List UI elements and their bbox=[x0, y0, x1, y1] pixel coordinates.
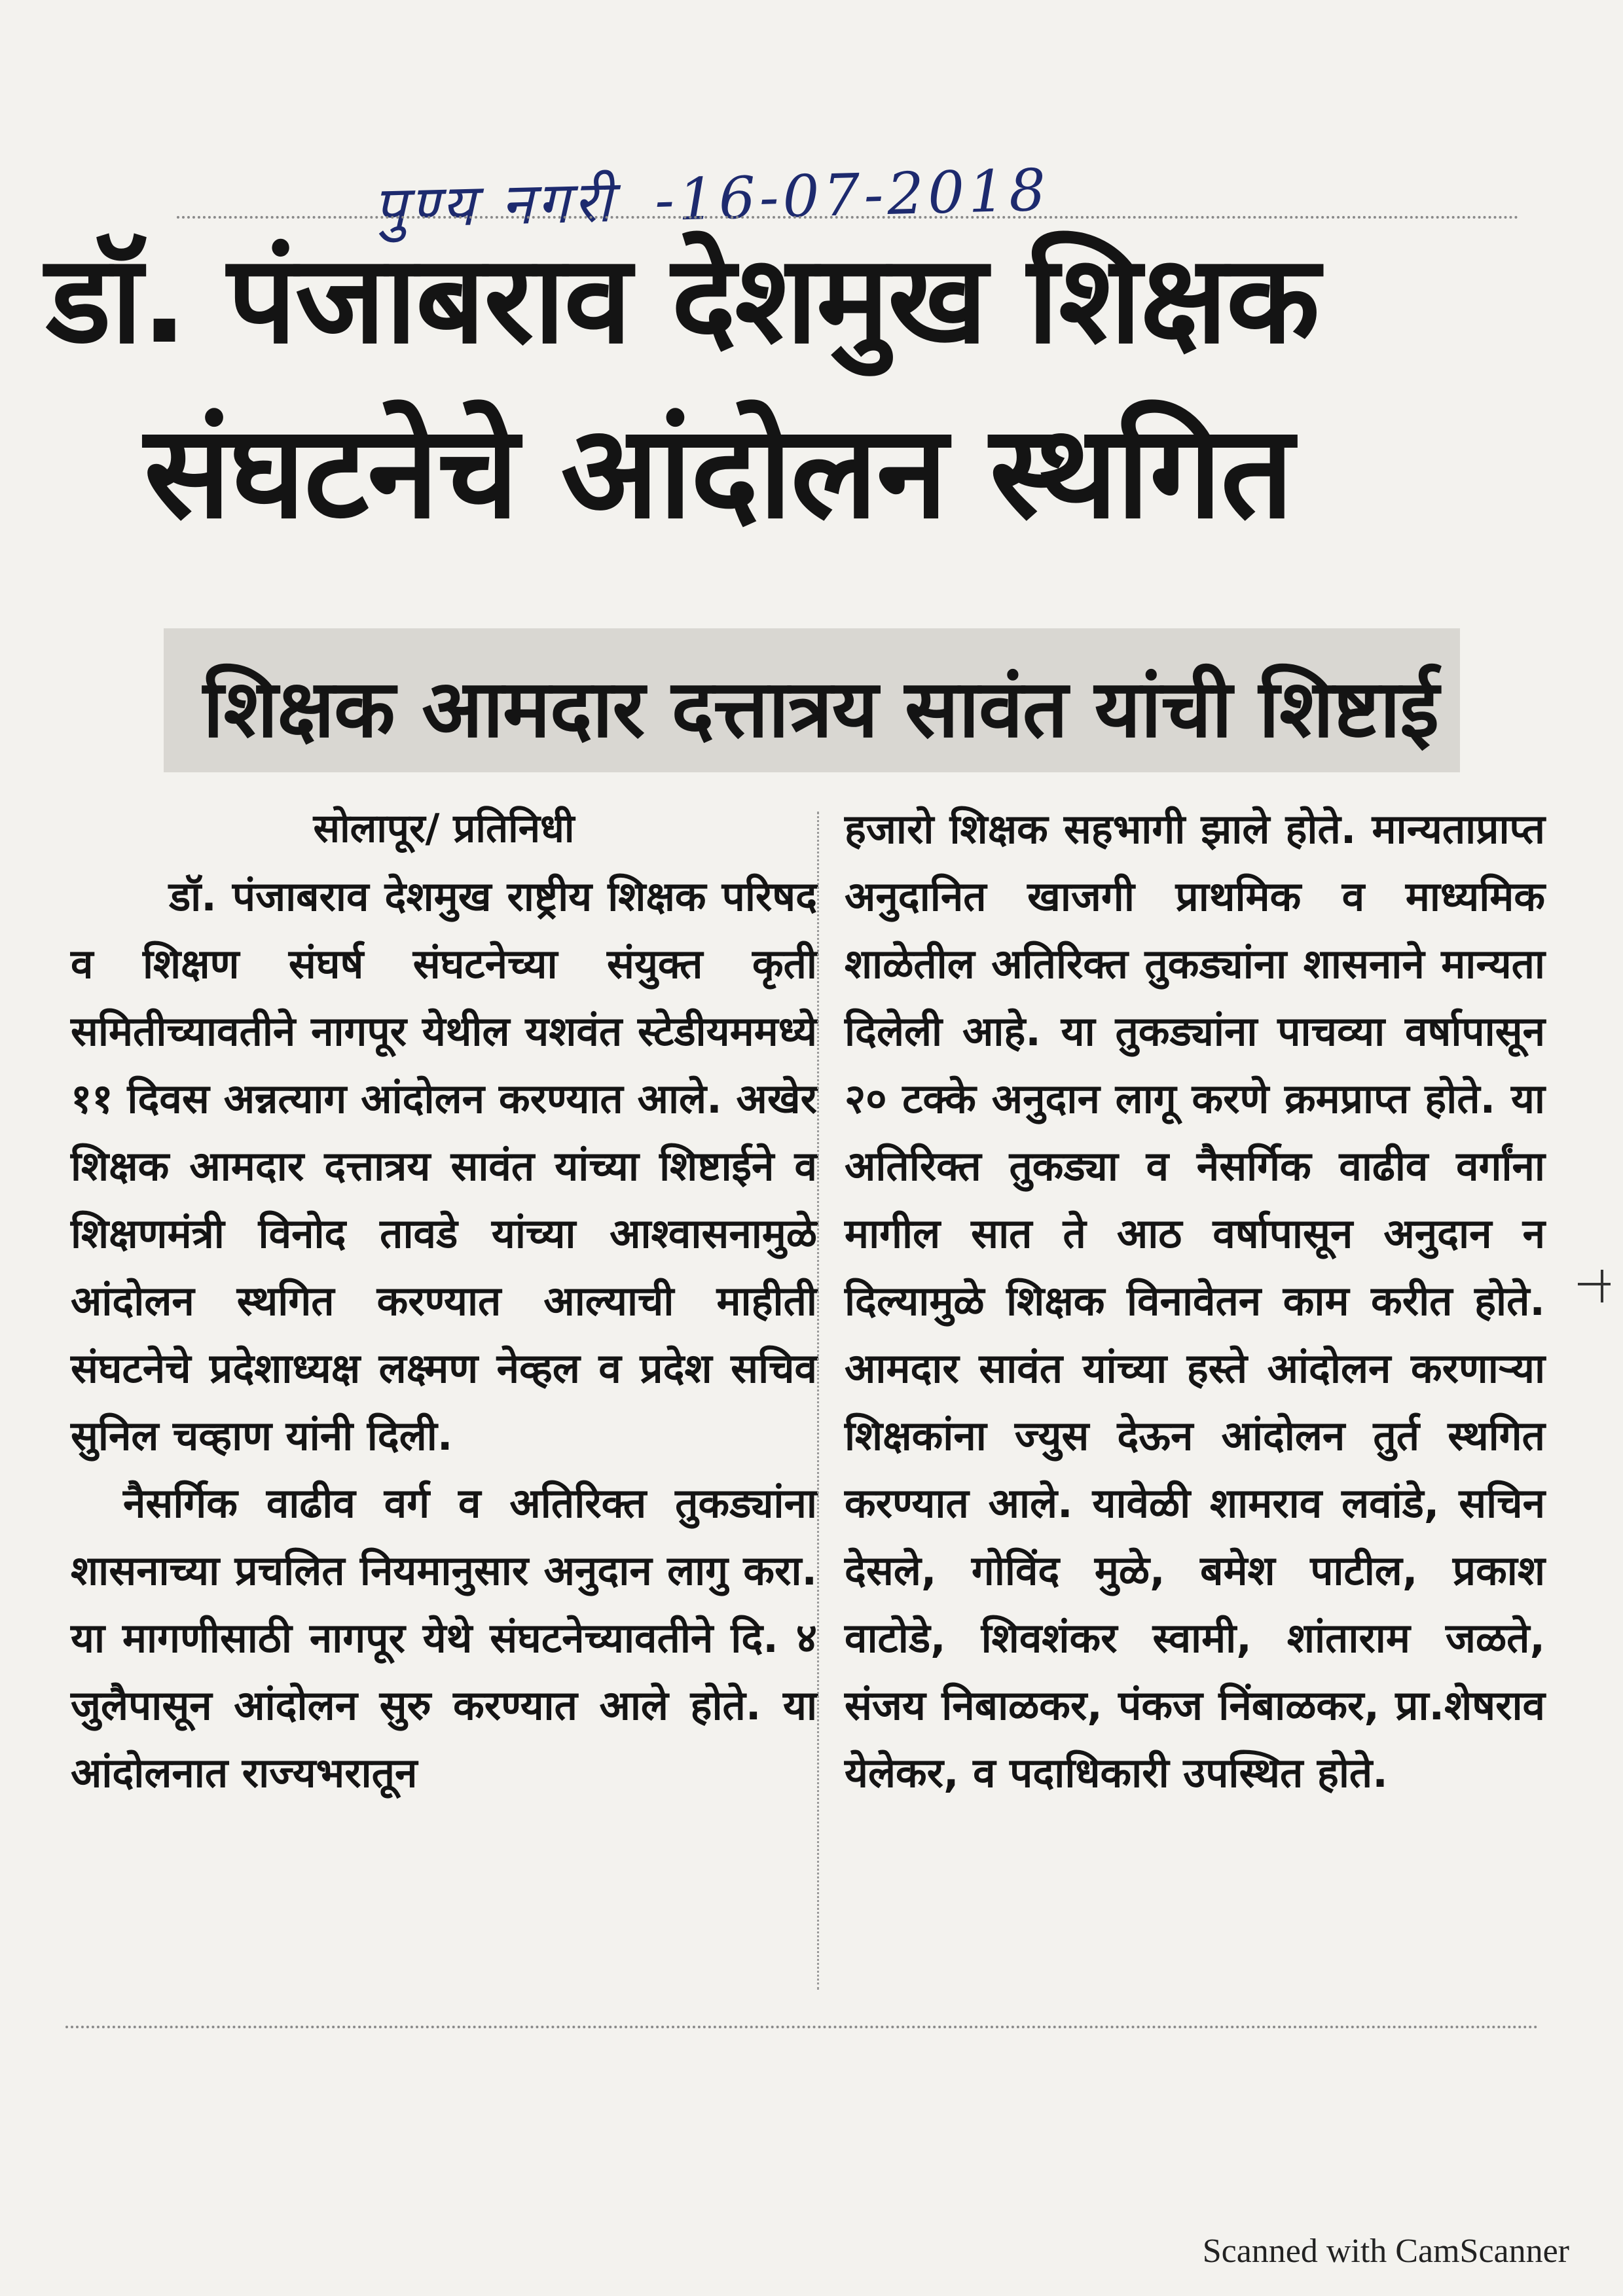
article-paragraph-3: हजारो शिक्षक सहभागी झाले होते. मान्यताप्राप्त अनुदानित खाजगी प्राथमिक व माध्यमिक शाळेतील अतिरिक्त तुकड्यांना शासनाने मान्यता दिलेली आहे. या तुकड्यांना पाचव्या वर्षापासून २० टक्के अनुदान लागू करणे क्रमप्राप्त होते. या अतिरिक्त तुकड्या व नैसर्गिक वाढीव वर्गांना मागील सात ते आठ वर्षापासून अनुदान न दिल्यामुळे शिक्षक विनावेतन काम करीत होते. आमदार सावंत यांच्या हस्ते आंदोलन करणाऱ्या शिक्षकांना ज्युस देऊन आंदोलन तुर्त स्थगित करण्यात आले. यावेळी शामराव लवांडे, सचिन देसले, गोविंद मुळे, बमेश पाटील, प्रकाश वाटोडे, शिवशंकर स्वामी, शांताराम जळते, संजय निबाळकर, पंकज निंबाळकर, प्रा.शेषराव येलेकर, व पदाधिकारी उपस्थित होते. bbox=[845, 805, 1545, 1797]
article-column-right bbox=[845, 795, 1545, 1806]
handwritten-date: -16-07-2018 bbox=[653, 156, 1051, 234]
article-dateline: सोलापूर/ प्रतिनिधी bbox=[313, 806, 575, 852]
bottom-divider bbox=[65, 2026, 1539, 2028]
column-divider bbox=[817, 812, 819, 1990]
margin-mark bbox=[1578, 1283, 1611, 1285]
scanner-watermark: Scanned with CamScanner bbox=[1202, 2233, 1569, 2270]
top-divider bbox=[177, 216, 1519, 219]
article-column-left bbox=[71, 795, 817, 1806]
article-paragraph-1: डॉ. पंजाबराव देशमुख राष्ट्रीय शिक्षक परिषद व शिक्षण संघर्ष संघटनेच्या संयुक्त कृती समितीच्यावतीने नागपूर येथील यशवंत स्टेडीयममध्ये ११ दिवस अन्नत्याग आंदोलन करण्यात आले. अखेर शिक्षक आमदार दत्तात्रय सावंत यांच्या शिष्टाईने व शिक्षणमंत्री विनोद तावडे यांच्या आश्वासनामुळे आंदोलन स्थगित करण्यात आल्याची माहीती संघटनेचे प्रदेशाध्यक्ष लक्ष्मण नेव्हल व प्रदेश सचिव सुनिल चव्हाण यांनी दिली. bbox=[71, 872, 817, 1460]
headline-line-1: डॉ. पंजाबराव देशमुख शिक्षक bbox=[46, 228, 1319, 370]
handwritten-paper-name: पुण्य नगरी bbox=[372, 167, 617, 242]
headline-line-2: संघटनेचे आंदोलन स्थगित bbox=[144, 398, 1293, 547]
margin-mark-vertical bbox=[1601, 1270, 1603, 1302]
subheadline: शिक्षक आमदार दत्तात्रय सावंत यांची शिष्टाई bbox=[203, 662, 1438, 755]
article-paragraph-2: नैसर्गिक वाढीव वर्ग व अतिरिक्त तुकड्यांना शासनाच्या प्रचलित नियमानुसार अनुदान लागु करा. या मागणीसाठी नागपूर येथे संघटनेच्यावतीने दि. ४ जुलैपासून आंदोलन सुरु करण्यात आले होते. या आंदोलनात राज्यभरातून bbox=[71, 1479, 817, 1797]
